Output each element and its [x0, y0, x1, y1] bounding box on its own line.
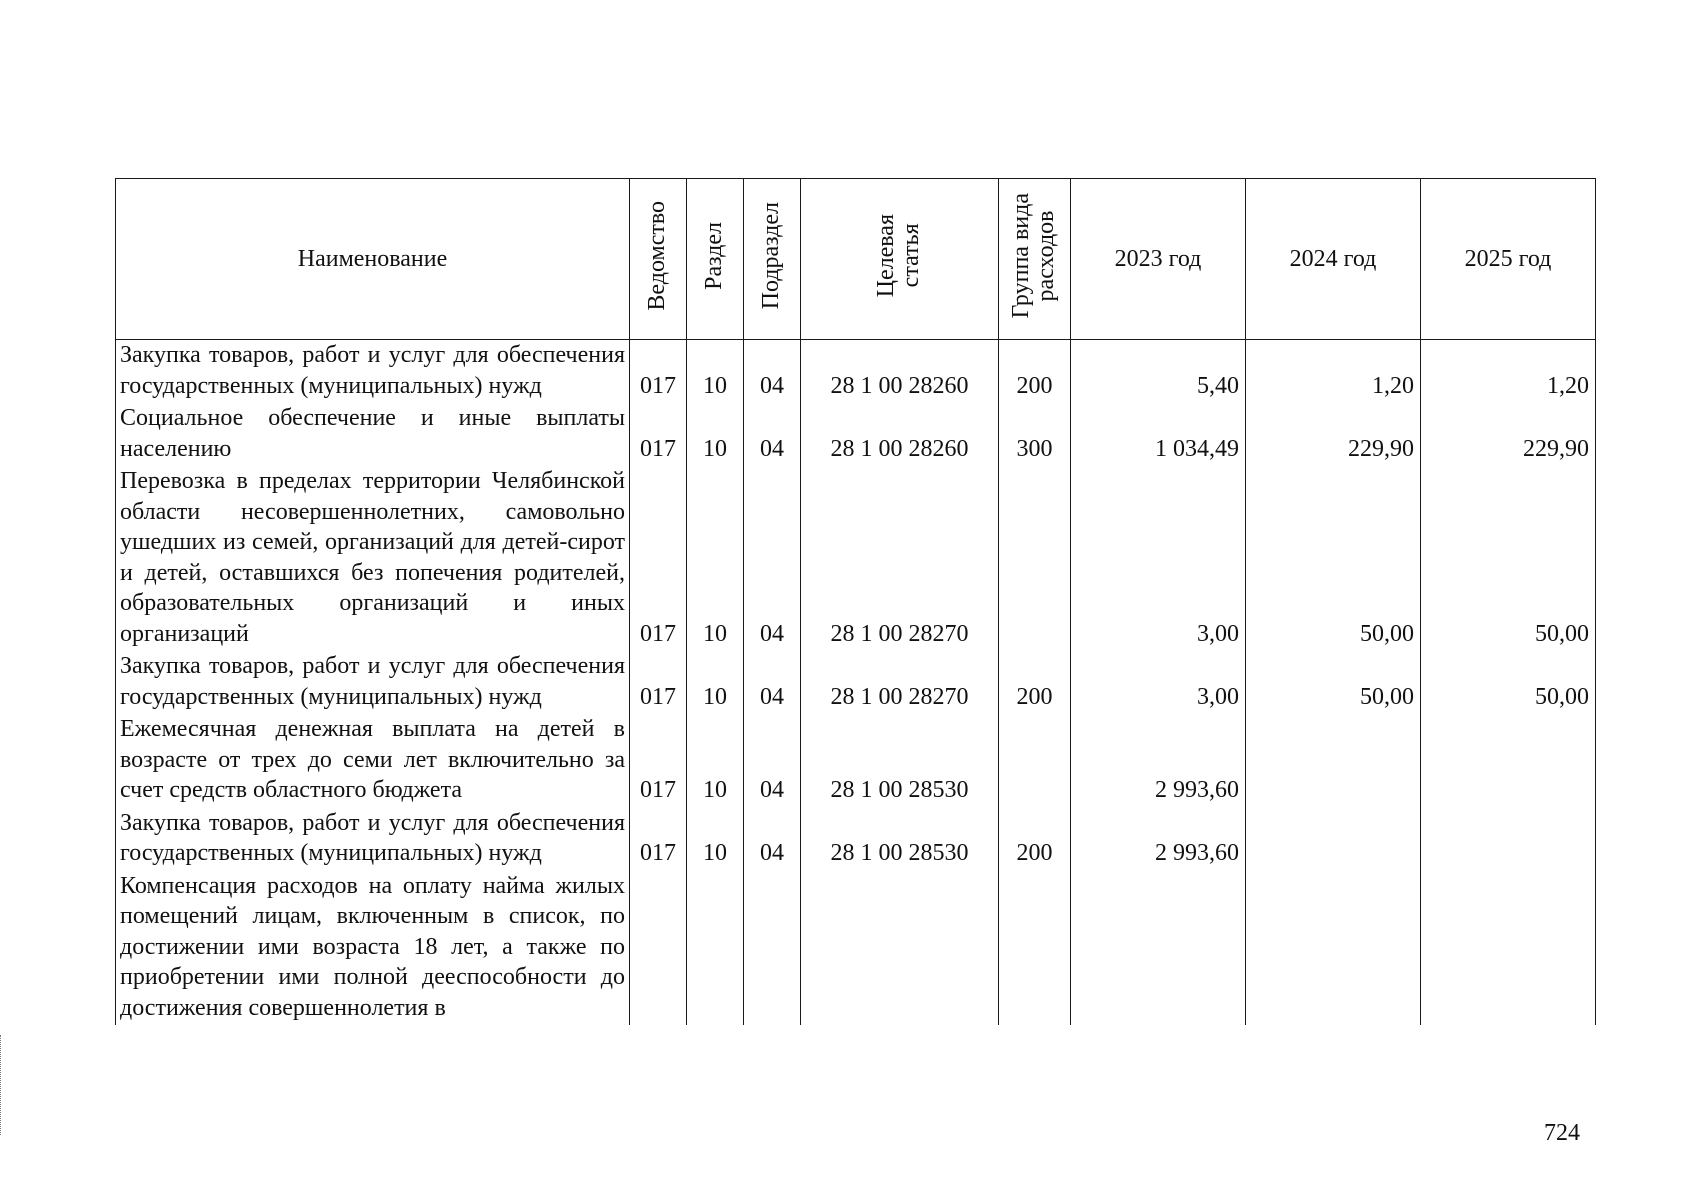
cell-section: 10 — [687, 651, 744, 714]
cell-2025: 1,20 — [1421, 340, 1596, 404]
cell-2024: 1,20 — [1246, 340, 1421, 404]
table-header — [116, 179, 1596, 340]
header-subsection — [744, 179, 801, 340]
cell-target: 28 1 00 28530 — [801, 808, 999, 871]
cell-2023 — [1071, 871, 1246, 1026]
cell-2025 — [1421, 714, 1596, 808]
table-row — [116, 714, 1596, 808]
cell-group — [999, 466, 1071, 651]
cell-target: 28 1 00 28270 — [801, 466, 999, 651]
cell-2025: 50,00 — [1421, 466, 1596, 651]
cell-dept — [630, 871, 687, 1026]
cell-2024 — [1246, 871, 1421, 1026]
header-dept — [630, 179, 687, 340]
scan-margin-marks — [0, 1035, 3, 1135]
cell-2023: 5,40 — [1071, 340, 1246, 404]
header-2023 — [1071, 179, 1246, 340]
cell-2025: 229,90 — [1421, 403, 1596, 466]
cell-2023: 1 034,49 — [1071, 403, 1246, 466]
header-group-line1: Группа вида — [1008, 192, 1035, 319]
cell-group — [999, 714, 1071, 808]
cell-name: Закупка товаров, работ и услуг для обеспечения государственных (муниципальных) нужд — [116, 651, 630, 714]
header-2024-label: 2024 год — [1289, 245, 1377, 272]
cell-name: Социальное обеспечение и иные выплаты населению — [116, 403, 630, 466]
header-name-label: Наименование — [297, 245, 448, 272]
header-group-line2: расходов — [1033, 210, 1060, 301]
cell-2024 — [1246, 808, 1421, 871]
cell-subsection: 04 — [744, 403, 801, 466]
cell-section — [687, 871, 744, 1026]
header-section-label: Раздел — [701, 221, 728, 290]
cell-dept: 017 — [630, 403, 687, 466]
cell-2024 — [1246, 714, 1421, 808]
table-row — [116, 403, 1596, 466]
cell-target: 28 1 00 28260 — [801, 403, 999, 466]
cell-2024: 50,00 — [1246, 651, 1421, 714]
cell-name: Закупка товаров, работ и услуг для обеспечения государственных (муниципальных) нужд — [116, 340, 630, 404]
cell-2024: 50,00 — [1246, 466, 1421, 651]
cell-2025 — [1421, 808, 1596, 871]
header-target-label — [874, 214, 924, 297]
cell-2023: 2 993,60 — [1071, 714, 1246, 808]
header-2024 — [1246, 179, 1421, 340]
cell-name: Закупка товаров, работ и услуг для обеспечения государственных (муниципальных) нужд — [116, 808, 630, 871]
header-row — [116, 179, 1596, 340]
header-2025-label: 2025 год — [1464, 245, 1552, 272]
header-group — [999, 179, 1071, 340]
cell-section: 10 — [687, 714, 744, 808]
cell-2025: 50,00 — [1421, 651, 1596, 714]
cell-name: Перевозка в пределах территории Челябинской области несовершеннолетних, самовольно ушедших из семей, организаций для детей-сирот и детей, оставшихся без попечения родителей, образовательных организаций и иных организаций — [116, 466, 630, 651]
cell-target: 28 1 00 28260 — [801, 340, 999, 404]
cell-dept: 017 — [630, 651, 687, 714]
cell-subsection — [744, 871, 801, 1026]
cell-subsection: 04 — [744, 466, 801, 651]
header-2023-label: 2023 год — [1114, 245, 1202, 272]
cell-subsection: 04 — [744, 808, 801, 871]
table-row — [116, 466, 1596, 651]
cell-name: Ежемесячная денежная выплата на детей в возрасте от трех до семи лет включительно за счет средств областного бюджета — [116, 714, 630, 808]
page-number: 724 — [1544, 1120, 1580, 1146]
table-body — [116, 340, 1596, 1026]
cell-subsection: 04 — [744, 651, 801, 714]
cell-target — [801, 871, 999, 1026]
cell-group — [999, 871, 1071, 1026]
cell-dept: 017 — [630, 714, 687, 808]
header-target — [801, 179, 999, 340]
cell-target: 28 1 00 28270 — [801, 651, 999, 714]
cell-subsection: 04 — [744, 714, 801, 808]
cell-section: 10 — [687, 403, 744, 466]
table-row — [116, 808, 1596, 871]
cell-2023: 2 993,60 — [1071, 808, 1246, 871]
cell-dept: 017 — [630, 466, 687, 651]
cell-2023: 3,00 — [1071, 651, 1246, 714]
cell-subsection: 04 — [744, 340, 801, 404]
table-row — [116, 651, 1596, 714]
cell-target: 28 1 00 28530 — [801, 714, 999, 808]
cell-dept: 017 — [630, 340, 687, 404]
cell-group: 200 — [999, 340, 1071, 404]
cell-section: 10 — [687, 466, 744, 651]
cell-group: 200 — [999, 651, 1071, 714]
cell-section: 10 — [687, 340, 744, 404]
cell-group: 200 — [999, 808, 1071, 871]
header-target-line2: статья — [898, 223, 925, 288]
header-2025 — [1421, 179, 1596, 340]
cell-name: Компенсация расходов на оплату найма жилых помещений лицам, включенным в список, по достижении ими возраста 18 лет, а также по приобретении ими полной дееспособности до достижения совершеннолетия в — [116, 871, 630, 1026]
cell-2024: 229,90 — [1246, 403, 1421, 466]
header-subsection-label: Подраздел — [758, 201, 785, 310]
budget-table — [115, 178, 1596, 1025]
table-row — [116, 340, 1596, 404]
cell-dept: 017 — [630, 808, 687, 871]
cell-group: 300 — [999, 403, 1071, 466]
cell-section: 10 — [687, 808, 744, 871]
header-group-label — [1009, 193, 1059, 318]
header-dept-label: Ведомство — [644, 200, 671, 311]
header-name — [116, 179, 630, 340]
table-row — [116, 871, 1596, 1026]
cell-2025 — [1421, 871, 1596, 1026]
header-target-line1: Целевая — [873, 213, 900, 298]
header-section — [687, 179, 744, 340]
cell-2023: 3,00 — [1071, 466, 1246, 651]
